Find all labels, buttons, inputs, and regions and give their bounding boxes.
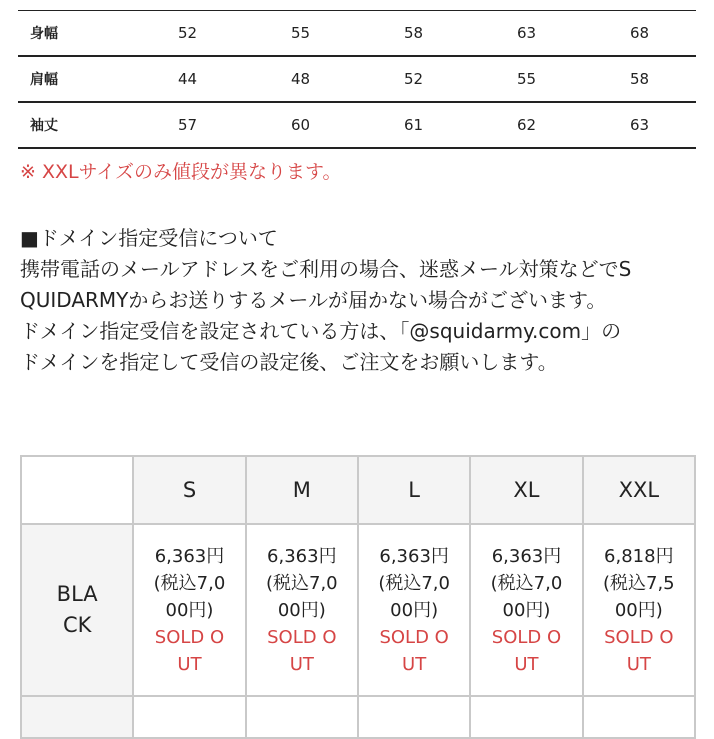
price-text: 6,363円(税込7,000円) (378, 545, 450, 621)
corner-cell (21, 456, 133, 524)
color-row-next-partial (21, 696, 695, 738)
domain-info-section (20, 223, 700, 378)
size-row-label: 身幅 (18, 11, 131, 57)
price-cell (246, 696, 358, 738)
domain-info-line: 携帯電話のメールアドレスをご利用の場合、迷惑メール対策などでS (20, 257, 632, 281)
size-value: 68 (583, 11, 696, 57)
price-cell[interactable] (358, 524, 470, 696)
price-cell (358, 696, 470, 738)
price-cell-content (374, 543, 454, 678)
price-cell[interactable] (133, 524, 245, 696)
size-value: 58 (583, 56, 696, 102)
price-cell (470, 696, 582, 738)
sold-out-label: SOLD OUT (267, 626, 337, 675)
size-value: 52 (131, 11, 244, 57)
domain-info-line: ドメインを指定して受信の設定後、ご注文をお願いします。 (20, 350, 558, 374)
color-label: BLACK (56, 582, 98, 637)
sold-out-label: SOLD OUT (491, 626, 562, 675)
color-label-cell (21, 696, 133, 738)
size-value: 52 (357, 56, 470, 102)
price-cell[interactable] (246, 524, 358, 696)
price-cell-content (599, 543, 679, 678)
price-cell-content (149, 543, 229, 678)
size-value: 61 (357, 102, 470, 148)
size-value: 48 (244, 56, 357, 102)
size-header-xxl: XXL (583, 456, 695, 524)
size-chart-table (18, 10, 696, 149)
size-value: 57 (131, 102, 244, 148)
price-cell-content (262, 543, 342, 678)
domain-info-line: QUIDARMYからお送りするメールが届かない場合がございます。 (20, 288, 607, 312)
size-row-label: 肩幅 (18, 56, 131, 102)
domain-info-heading: ■ドメイン指定受信について (20, 226, 278, 250)
size-header-row (21, 456, 695, 524)
color-row-black (21, 524, 695, 696)
size-value: 60 (244, 102, 357, 148)
sold-out-label: SOLD OUT (154, 626, 225, 675)
size-value: 58 (357, 11, 470, 57)
size-value: 55 (470, 56, 583, 102)
price-cell (583, 696, 695, 738)
size-header-s: S (133, 456, 245, 524)
size-value: 63 (470, 11, 583, 57)
size-row-mihaba (18, 11, 696, 57)
price-text: 6,363円(税込7,000円) (153, 545, 226, 621)
xxl-price-notice: ※ XXLサイズのみ値段が異なります。 (20, 161, 342, 183)
price-cell (133, 696, 245, 738)
size-row-label: 袖丈 (18, 102, 131, 148)
size-value: 63 (583, 102, 696, 148)
size-header-l: L (358, 456, 470, 524)
price-cell[interactable] (583, 524, 695, 696)
price-cell[interactable] (470, 524, 582, 696)
color-label-cell (21, 524, 133, 696)
size-row-sodetake (18, 102, 696, 148)
size-row-katahaba (18, 56, 696, 102)
size-value: 62 (470, 102, 583, 148)
price-text: 6,363円(税込7,000円) (490, 545, 563, 621)
size-value: 55 (244, 11, 357, 57)
size-value: 44 (131, 56, 244, 102)
price-stock-table (20, 455, 696, 739)
price-text: 6,818円(税込7,500円) (602, 545, 675, 621)
size-header-m: M (246, 456, 358, 524)
size-header-xl: XL (470, 456, 582, 524)
sold-out-label: SOLD OUT (379, 626, 449, 675)
price-text: 6,363円(税込7,000円) (265, 545, 338, 621)
sold-out-label: SOLD OUT (604, 626, 674, 675)
price-cell-content (486, 543, 566, 678)
domain-info-line: ドメイン指定受信を設定されている方は、「@squidarmy.com」の (20, 319, 622, 343)
